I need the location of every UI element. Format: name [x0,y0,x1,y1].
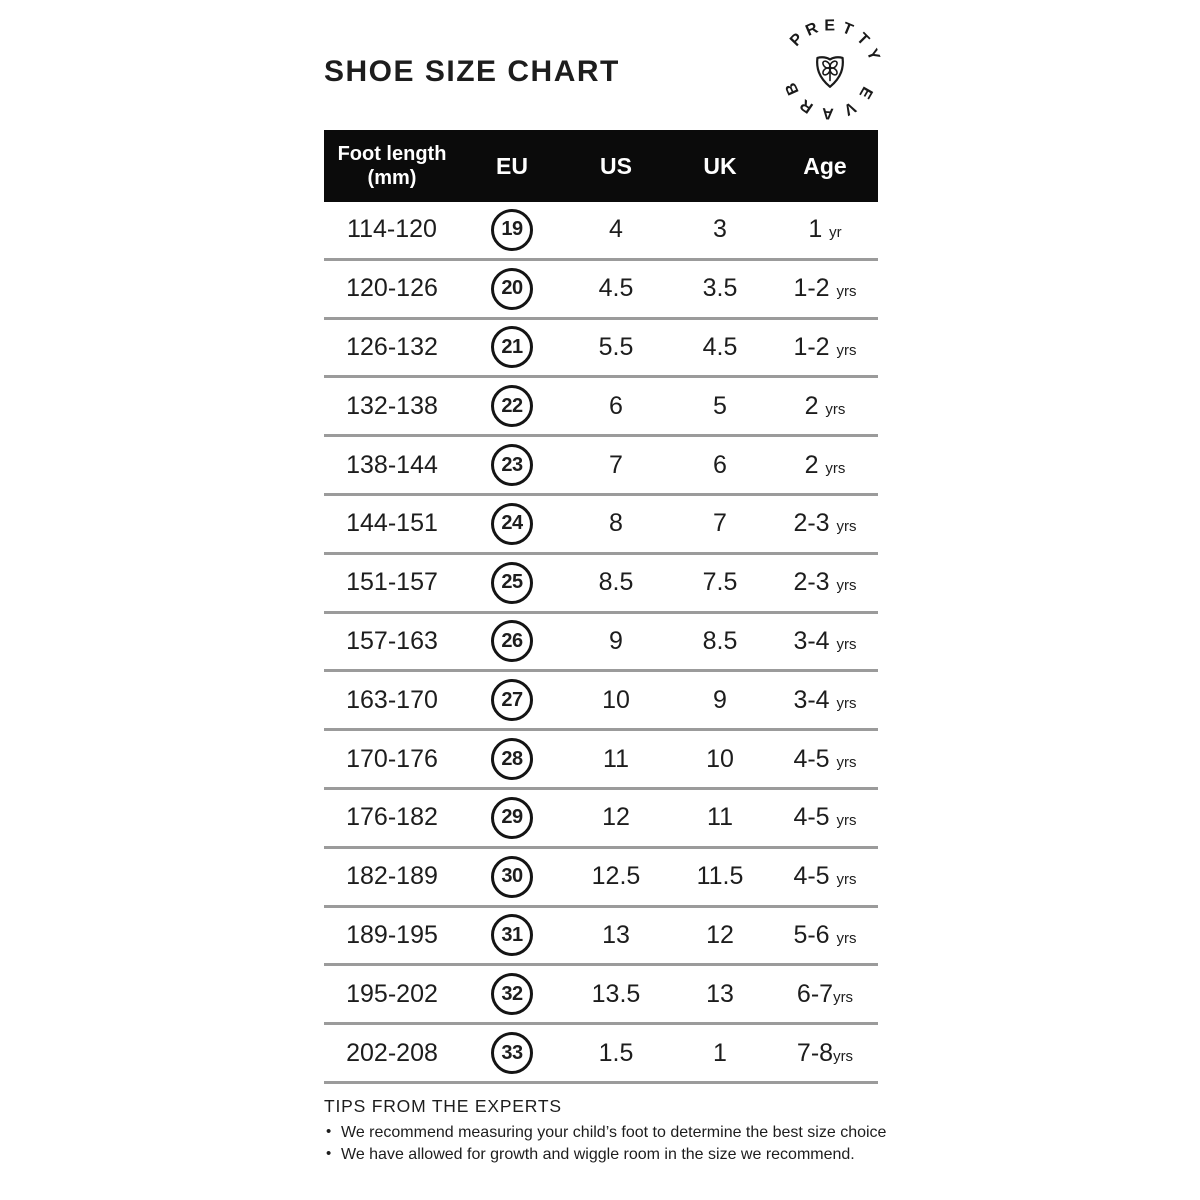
us-size-cell: 4 [609,215,623,244]
logo-letter: V [840,97,859,119]
us-size-cell: 12.5 [591,862,641,891]
table-row [324,731,878,790]
eu-size-circle: 22 [491,385,533,427]
us-size-cell: 10 [602,685,630,714]
uk-size-cell: 11 [707,803,733,832]
masthead [324,0,883,130]
foot-length-cell: 138-144 [346,450,438,479]
age-cell: 2 yrs [804,391,846,420]
header-foot-length-line2: (mm) [367,167,417,189]
eu-size-cell [460,209,564,251]
eu-size-cell [460,1032,564,1074]
us-size-cell: 5.5 [598,332,634,361]
eu-size-cell [460,562,564,604]
foot-length-cell: 120-126 [346,274,438,303]
uk-size-cell: 6 [713,450,727,479]
header-eu: EU [496,152,528,179]
table-row [324,437,878,496]
eu-size-circle: 27 [491,679,533,721]
eu-size-cell [460,385,564,427]
shield-clover-icon [817,57,843,87]
table-row [324,378,878,437]
table-row [324,261,878,320]
uk-size-cell: 11.5 [696,862,744,891]
uk-size-cell: 4.5 [702,332,738,361]
eu-size-cell [460,797,564,839]
uk-size-cell: 5 [713,391,727,420]
age-cell: 4-5 yrs [793,803,857,832]
table-row [324,849,878,908]
table-row [324,614,878,673]
table-row [324,202,878,261]
age-cell: 2-3 yrs [793,509,857,538]
eu-size-circle: 21 [491,326,533,368]
eu-size-circle: 31 [491,914,533,956]
logo-letter: T [853,30,873,50]
tips-heading: TIPS FROM THE EXPERTS [324,1095,562,1116]
age-cell: 4-5 yrs [793,744,857,773]
table-row [324,1025,878,1084]
table-row [324,790,878,849]
logo-letter: E [855,83,876,102]
age-cell: 6-7yrs [796,979,854,1008]
eu-size-circle: 33 [491,1032,533,1074]
table-row [324,320,878,379]
us-size-cell: 6 [609,391,623,420]
us-size-cell: 13.5 [591,979,641,1008]
header-foot-length-line1: Foot length [337,143,447,165]
eu-size-circle: 20 [491,268,533,310]
uk-size-cell: 7.5 [702,568,738,597]
age-cell: 5-6 yrs [793,920,857,949]
table-row [324,496,878,555]
us-size-cell: 11 [603,744,629,773]
table-row [324,672,878,731]
foot-length-cell: 144-151 [346,509,438,538]
uk-size-cell: 10 [706,744,734,773]
eu-size-cell [460,620,564,662]
eu-size-cell [460,444,564,486]
header-age: Age [803,152,847,179]
eu-size-circle: 23 [491,444,533,486]
uk-size-cell: 12 [706,920,734,949]
uk-size-cell: 7 [713,509,727,538]
uk-size-cell: 3.5 [702,274,738,303]
logo-letter: B [782,79,803,98]
tips-list [324,1122,924,1166]
eu-size-circle: 19 [491,209,533,251]
age-cell: 2 yrs [804,450,846,479]
uk-size-cell: 8.5 [702,626,738,655]
logo-letter: Y [862,46,883,63]
us-size-cell: 9 [609,626,623,655]
age-cell: 2-3 yrs [793,568,857,597]
eu-size-circle: 29 [491,797,533,839]
header-us: US [600,152,632,179]
us-size-cell: 4.5 [598,274,634,303]
foot-length-cell: 182-189 [346,862,438,891]
header-foot-length [324,142,460,190]
eu-size-cell [460,503,564,545]
table-header [324,130,878,202]
foot-length-cell: 151-157 [346,568,438,597]
table-row [324,555,878,614]
foot-length-cell: 114-120 [347,215,437,244]
eu-size-cell [460,973,564,1015]
eu-size-cell [460,914,564,956]
eu-size-cell [460,856,564,898]
foot-length-cell: 202-208 [346,1038,438,1067]
tips-section [324,1096,924,1166]
uk-size-cell: 1 [713,1038,727,1067]
table-row [324,908,878,967]
uk-size-cell: 9 [713,685,727,714]
header-uk: UK [703,152,737,179]
age-cell: 1-2 yrs [793,274,857,303]
uk-size-cell: 3 [713,215,727,244]
us-size-cell: 8 [609,509,623,538]
logo-letter: E [824,17,836,35]
page-title: SHOE SIZE CHART [324,55,620,88]
age-cell: 3-4 yrs [793,626,857,655]
foot-length-cell: 132-138 [346,391,438,420]
logo-letter: P [787,30,807,50]
age-cell: 1 yr [808,215,842,244]
eu-size-circle: 25 [491,562,533,604]
foot-length-cell: 195-202 [346,979,438,1008]
us-size-cell: 1.5 [598,1038,634,1067]
tip-item: • We recommend measuring your child’s foot to determine the best size choice [324,1122,924,1144]
logo-letter: T [839,19,856,40]
eu-size-circle: 28 [491,738,533,780]
us-size-cell: 12 [602,803,630,832]
eu-size-circle: 26 [491,620,533,662]
uk-size-cell: 13 [706,979,734,1008]
eu-size-cell [460,326,564,368]
age-cell: 7-8yrs [796,1038,854,1067]
foot-length-cell: 176-182 [346,803,438,832]
eu-size-cell [460,738,564,780]
foot-length-cell: 163-170 [346,685,438,714]
eu-size-cell [460,679,564,721]
age-cell: 4-5 yrs [793,862,857,891]
foot-length-cell: 189-195 [346,920,438,949]
tip-item: • We have allowed for growth and wiggle room in the size we recommend. [324,1144,924,1166]
table-body [324,202,878,1084]
size-chart-panel [324,0,887,1166]
table-row [324,966,878,1025]
logo-letter: R [797,95,817,117]
eu-size-cell [460,268,564,310]
size-table [324,130,878,1084]
eu-size-circle: 30 [491,856,533,898]
eu-size-circle: 24 [491,503,533,545]
age-cell: 3-4 yrs [793,685,857,714]
eu-size-circle: 32 [491,973,533,1015]
foot-length-cell: 157-163 [346,626,438,655]
brand-logo [770,12,890,132]
foot-length-cell: 170-176 [346,744,438,773]
us-size-cell: 7 [609,450,623,479]
us-size-cell: 13 [602,920,630,949]
age-cell: 1-2 yrs [793,332,857,361]
logo-letter: R [803,19,821,40]
foot-length-cell: 126-132 [346,332,438,361]
us-size-cell: 8.5 [598,568,634,597]
logo-letter: A [821,104,835,122]
